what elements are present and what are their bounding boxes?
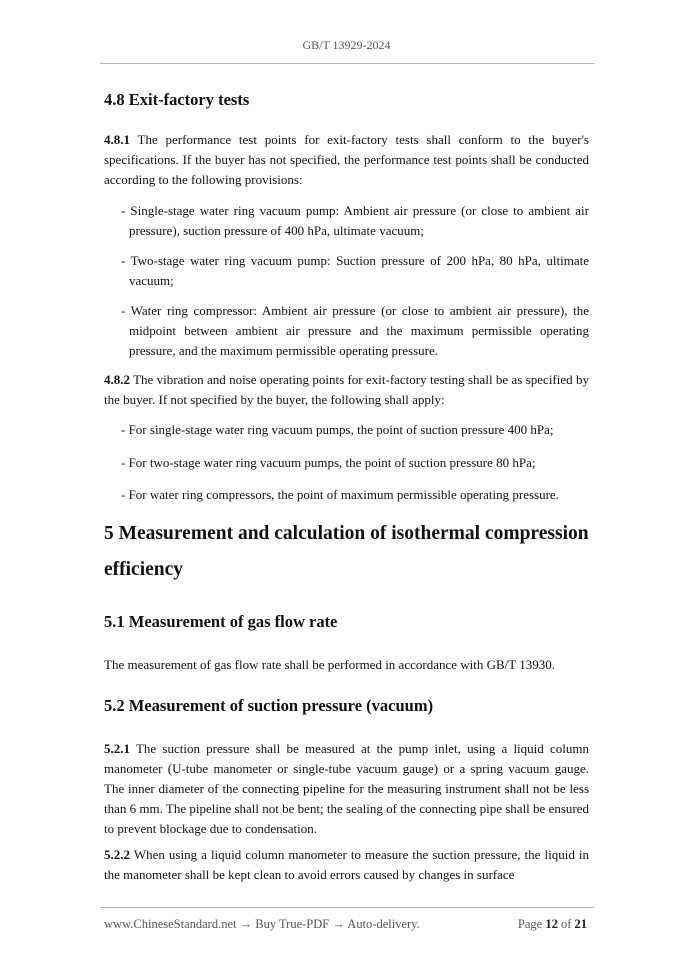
- paragraph-5-2-2: [104, 845, 589, 885]
- paragraph-text: The performance test points for exit-factory tests shall conform to the buyer's specifications. If the buyer has not specified, the performance test points shall be conducted according to the following provisions:: [104, 132, 589, 187]
- page-indicator: [518, 917, 587, 932]
- paragraph-text: The vibration and noise operating points for exit-factory testing shall be as specified by the buyer. If not specified by the buyer, the following shall apply:: [104, 372, 589, 407]
- footer-rule: [100, 907, 594, 908]
- clause-number: 5.2.1: [104, 741, 130, 756]
- paragraph-5-2-1: [104, 739, 589, 839]
- paragraph-4-8-1: [104, 130, 589, 190]
- footer-link[interactable]: www.ChineseStandard.net → Buy True-PDF → Auto-delivery.: [104, 917, 420, 931]
- heading-5-1: 5.1 Measurement of gas flow rate: [104, 612, 338, 631]
- clause-number: 4.8.1: [104, 132, 130, 147]
- heading-5-line1: 5 Measurement and calculation of isothermal compression: [104, 523, 589, 544]
- list-item: - For single-stage water ring vacuum pumps, the point of suction pressure 400 hPa;: [121, 422, 554, 437]
- header-rule: [100, 63, 594, 64]
- clause-number: 5.2.2: [104, 847, 130, 862]
- heading-5-2: 5.2 Measurement of suction pressure (vacuum): [104, 696, 434, 715]
- list-item: - Single-stage water ring vacuum pump: Ambient air pressure (or close to ambient air pressure), suction pressure of 400 hPa, ultimate vacuum;: [121, 203, 589, 238]
- of-label: of: [560, 917, 572, 931]
- paragraph-5-1: The measurement of gas flow rate shall be performed in accordance with GB/T 13930.: [104, 657, 555, 672]
- page-total: 21: [574, 917, 587, 931]
- heading-5-line2: efficiency: [104, 559, 184, 580]
- paragraph-4-8-2: [104, 370, 589, 410]
- list-item: - For two-stage water ring vacuum pumps, the point of suction pressure 80 hPa;: [121, 455, 536, 470]
- list-item: - For water ring compressors, the point of maximum permissible operating pressure.: [121, 487, 559, 502]
- heading-4-8: 4.8 Exit-factory tests: [104, 90, 250, 109]
- list-item: - Water ring compressor: Ambient air pressure (or close to ambient air pressure), the midpoint between ambient air pressure and the maximum permissible operating pressure, and the maximum permissible operating pressure.: [121, 303, 589, 358]
- page-label: Page: [517, 917, 543, 931]
- list-item: - Two-stage water ring vacuum pump: Suction pressure of 200 hPa, 80 hPa, ultimate vacuum;: [121, 253, 589, 288]
- paragraph-text: The suction pressure shall be measured at the pump inlet, using a liquid column manometer (U-tube manometer or single-tube vacuum gauge) or a spring vacuum gauge. The inner diameter of the connecting pipeline for the measuring instrument shall not be less than 6 mm. The pipeline shall not be bent; the sealing of the connecting pipe shall be ensured to prevent blockage due to condensation.: [104, 741, 589, 836]
- clause-number: 4.8.2: [104, 372, 130, 387]
- paragraph-text: When using a liquid column manometer to measure the suction pressure, the liquid in the manometer shall be kept clean to avoid errors caused by changes in surface: [104, 847, 589, 882]
- running-header: GB/T 13929-2024: [302, 38, 391, 52]
- page-number: 12: [545, 917, 558, 931]
